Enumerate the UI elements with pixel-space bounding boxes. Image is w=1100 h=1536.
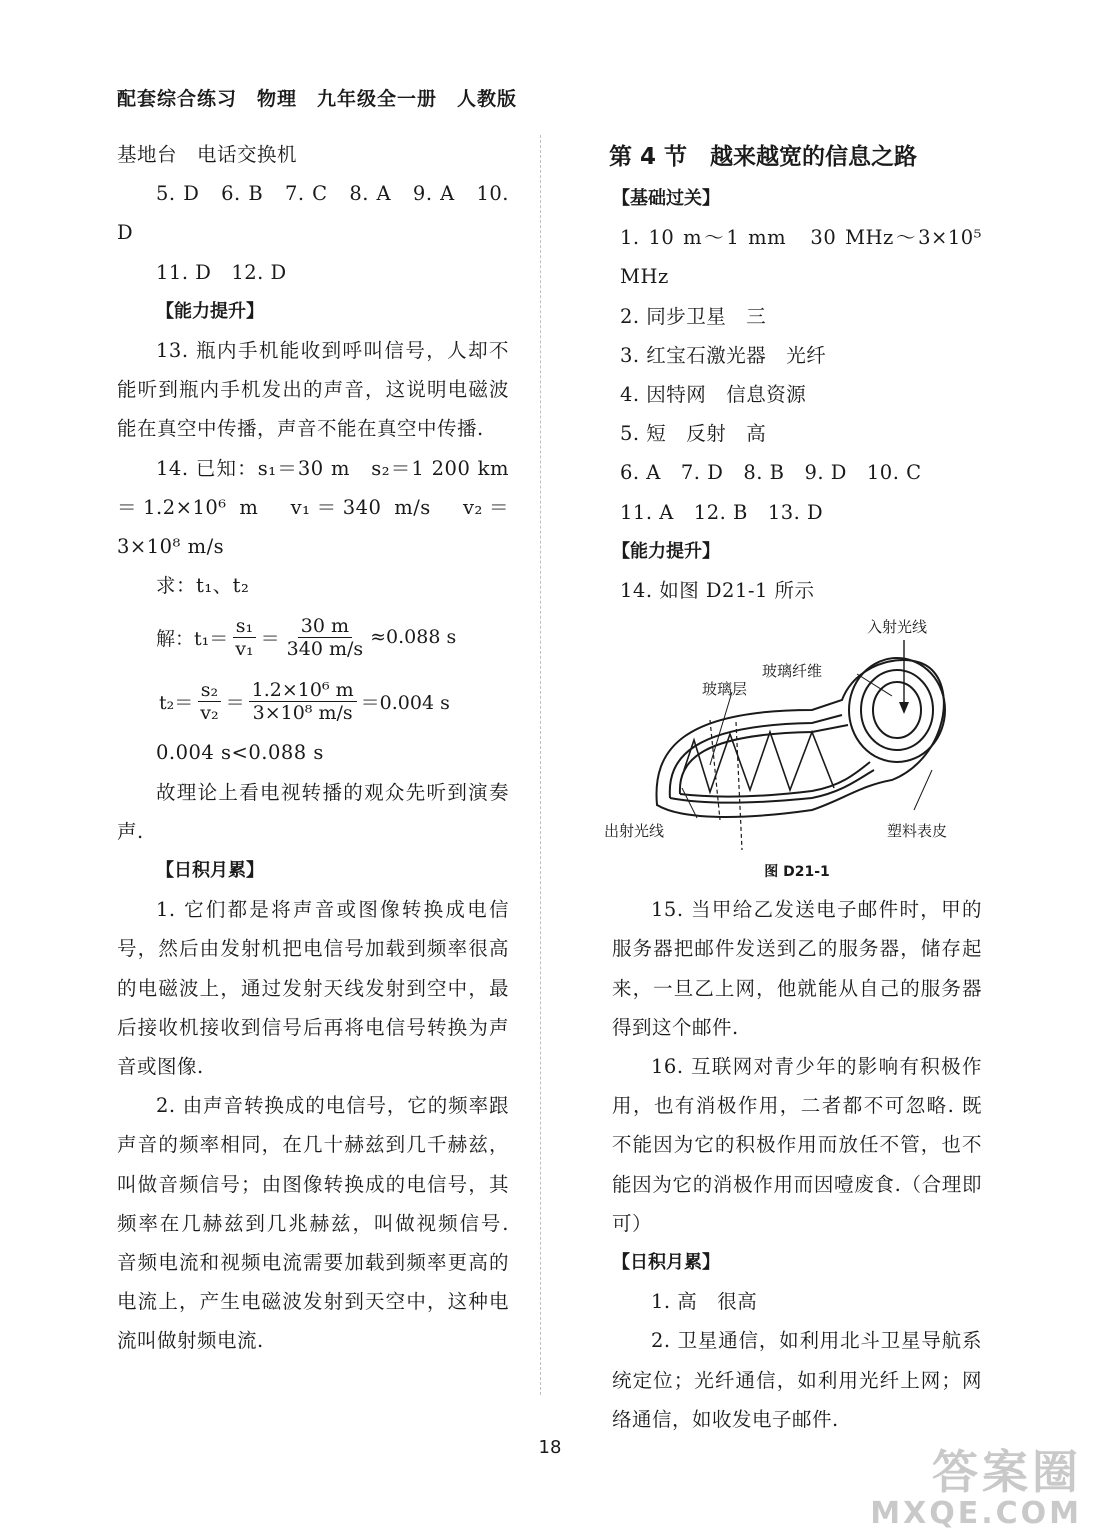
page-number: 18	[538, 1437, 562, 1458]
fraction-denominator: v₂	[200, 701, 219, 724]
chapter-title: 第 4 节 越来越宽的信息之路	[609, 144, 918, 170]
optical-fiber-figure	[604, 610, 982, 860]
fraction-numerator: s₂	[198, 679, 221, 702]
fraction-numerator: 1.2×10⁶ m	[249, 679, 357, 702]
fraction	[284, 615, 366, 660]
label-incident-light: 入射光线	[867, 618, 928, 637]
q14-known-label: 14. 已知：	[156, 456, 258, 480]
fraction-denominator: 340 m/s	[286, 637, 364, 660]
section-heading-ability: 【能力提升】	[156, 300, 264, 322]
fraction-numerator: 30 m	[298, 615, 352, 638]
section-heading-ability: 【能力提升】	[612, 540, 720, 562]
glass-pointer	[710, 692, 732, 765]
page-header: 配套综合练习 物理 九年级全一册 人教版	[117, 88, 518, 110]
fraction-denominator: 3×10⁸ m/s	[252, 701, 353, 724]
figure-caption: 图 D21-1	[764, 864, 830, 881]
daily-answer-1: 1. 它们都是将声音或图像转换成电信号，然后由发射机把电信号加载到频率很高的电磁波上，通过发射天线发射到空中，最后接收机接收到信号后再将电信号转换为声音或图像.	[117, 898, 509, 1079]
answer-line: 1. 10 m～1 mm 30 MHz～3×10⁵ MHz	[620, 226, 982, 289]
answer-line: 11. D 12. D	[156, 260, 287, 284]
eq-t2-result: ＝0.004 s	[360, 691, 450, 714]
label-exit-light: 出射光线	[604, 822, 665, 841]
skin-pointer	[914, 770, 932, 810]
equation-t2	[159, 669, 509, 733]
answer-line: 4. 因特网 信息资源	[620, 383, 807, 407]
daily-answer-2: 2. 由声音转换成的电信号，它的频率跟声音的频率相同，在几十赫兹到几千赫兹，叫做音频信号；由图像转换成的电信号，其频率在几赫兹到几兆赫兹，叫做视频信号. 音频电流和视频电流需要加载到频率更高的电流上，产生电磁波发射到天空中，这种电流叫做射频电流.	[117, 1094, 509, 1353]
eq-t1-prefix: 解：t₁＝	[156, 627, 229, 650]
answer-q14: 14. 如图 D21-1 所示	[620, 579, 815, 603]
right-column	[604, 135, 982, 1439]
answer-q14-ask: 求：t₁、t₂	[156, 574, 250, 598]
watermark-url: MXQE.COM	[870, 1496, 1082, 1531]
watermark-text: 答案圈	[932, 1445, 1082, 1499]
answer-line: 基地台 电话交换机	[117, 143, 298, 166]
answer-q15: 15. 当甲给乙发送电子邮件时，甲的服务器把邮件发送到乙的服务器，储存起来，一旦乙上网，他就能从自己的服务器得到这个邮件.	[612, 898, 982, 1039]
daily-answer-2: 2. 卫星通信，如利用北斗卫星导航系统定位；光纤通信，如利用光纤上网；网络通信，如收发电子邮件.	[612, 1329, 982, 1431]
equation-t1	[156, 605, 509, 669]
column-divider	[540, 135, 541, 1395]
section-heading-daily: 【日积月累】	[612, 1252, 720, 1274]
answer-line: 11. A 12. B 13. D	[620, 500, 824, 524]
eq-t1-result: ≈0.088 s	[370, 626, 457, 649]
fraction	[232, 615, 256, 660]
section-heading-daily: 【日积月累】	[156, 860, 264, 882]
equals-sign: ＝	[225, 691, 245, 714]
section-heading-basic: 【基础过关】	[612, 188, 720, 209]
incident-arrowhead	[899, 702, 909, 714]
fraction-numerator: s₁	[233, 615, 256, 638]
equals-sign: ＝	[260, 627, 280, 650]
comparison: 0.004 s<0.088 s	[156, 741, 324, 765]
answer-q16: 16. 互联网对青少年的影响有积极作用，也有消极作用，二者都不可忽略. 既不能因为它的积极作用而放任不管，也不能因为它的消极作用而因噎废食.（合理即可）	[612, 1055, 982, 1235]
answer-line: 2. 同步卫星 三	[620, 304, 767, 328]
answer-q14-given	[117, 449, 509, 567]
answer-line: 5. D 6. B 7. C 8. A 9. A 10. D	[117, 182, 509, 245]
q14-values: s₁＝30 m s₂＝1 200 km＝1.2×10⁶ m v₁＝340 m/s v₂＝3×10⁸ m/s	[117, 456, 509, 559]
eq-t2-prefix: t₂＝	[159, 691, 194, 714]
section-dash-line	[736, 722, 742, 850]
watermark-logo	[870, 1446, 1082, 1530]
answer-line: 6. A 7. D 8. B 9. D 10. C	[620, 461, 922, 485]
answer-line: 5. 短 反射 高	[620, 422, 767, 446]
label-plastic-skin: 塑料表皮	[887, 822, 948, 841]
answer-q13: 13. 瓶内手机能收到呼叫信号，人却不能听到瓶内手机发出的声音，这说明电磁波能在真空中传播，声音不能在真空中传播.	[117, 339, 509, 441]
conclusion: 故理论上看电视转播的观众先听到演奏声.	[117, 780, 509, 843]
left-column	[117, 135, 509, 1361]
fraction	[197, 679, 221, 724]
answer-line: 3. 红宝石激光器 光纤	[620, 343, 827, 367]
fiber-core-bottom	[680, 762, 870, 797]
fiber-end-core	[873, 682, 921, 738]
fiber-end-outer-ring	[849, 658, 945, 762]
daily-answer-1: 1. 高 很高	[651, 1290, 758, 1314]
fraction-denominator: v₁	[235, 637, 254, 660]
label-glass-layer: 玻璃层	[702, 680, 748, 699]
fraction	[249, 679, 357, 724]
label-glass-fiber: 玻璃纤维	[762, 662, 823, 681]
